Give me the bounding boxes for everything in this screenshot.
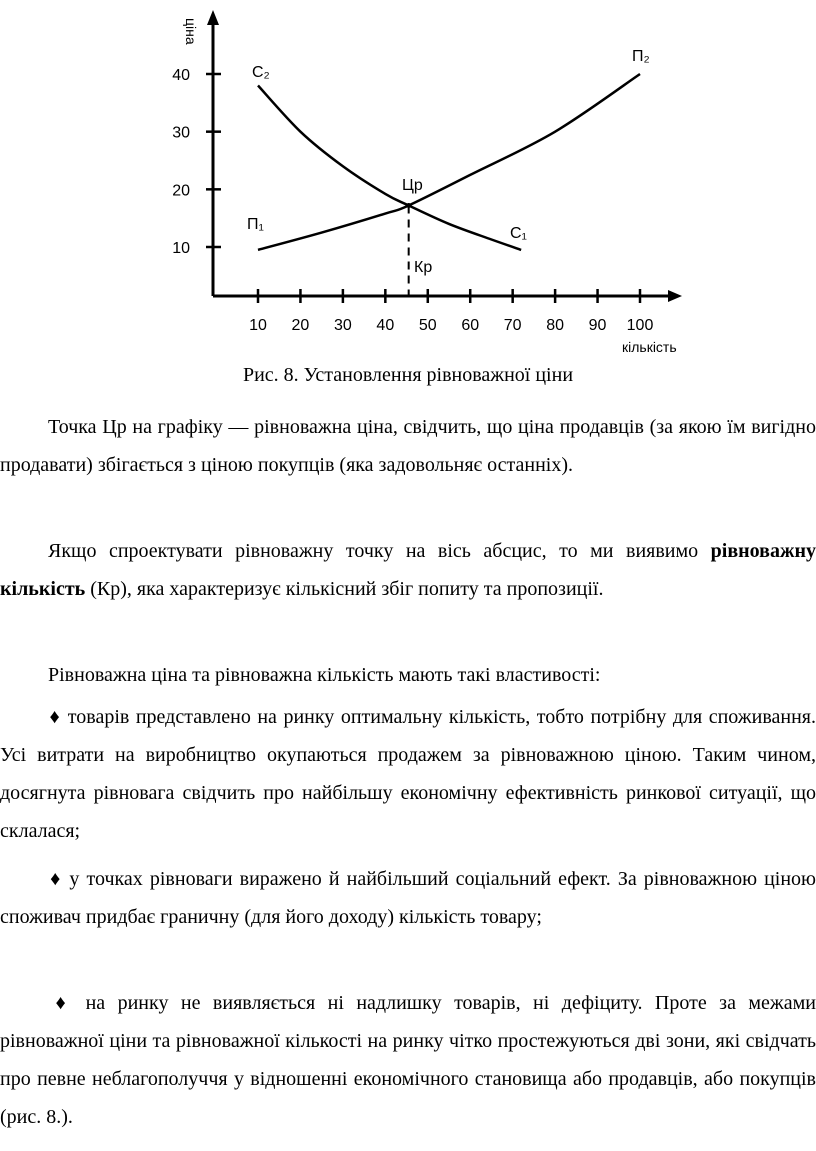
x-tick-label: 60 — [461, 317, 480, 334]
x-tick-label: 80 — [546, 317, 565, 334]
y-tick-label: 40 — [172, 67, 190, 84]
x-tick-label: 10 — [249, 317, 267, 334]
equilibrium-price-label: Цр — [402, 177, 423, 194]
chart-ticks — [172, 67, 653, 334]
x-axis-arrow — [668, 290, 682, 302]
y-axis-label: ціна — [183, 18, 199, 45]
x-tick-label: 40 — [376, 317, 395, 334]
equilibrium-quantity-label: Кр — [414, 259, 433, 276]
y-tick-label: 10 — [172, 240, 190, 257]
figure-caption: Рис. 8. Установлення рівноважної ціни — [242, 364, 574, 386]
x-tick-label: 70 — [503, 317, 522, 334]
x-tick-label: 30 — [333, 317, 352, 334]
x-tick-label: 50 — [418, 317, 437, 334]
supply-label-end: П₂ — [632, 48, 650, 65]
demand-label-start: С₂ — [252, 64, 270, 81]
demand-curve — [258, 86, 521, 250]
x-axis-label: кількість — [622, 339, 677, 355]
equilibrium-point — [406, 203, 411, 208]
x-tick-label: 100 — [626, 317, 654, 334]
paragraph-4: ♦ товарів представлено на ринку оптимальну кількість, тобто потрібну для споживання. Усі витрати на виробництво окупаються продажем за рівноважною ціною. Таким чином, досягнута рівновага свідчить про найбільшу економічну ефективність ринкової ситуації, що склалася; — [0, 706, 816, 842]
paragraph-6: ♦ на ринку не виявляється ні надлишку товарів, ні дефіциту. Проте за межами рівноважної ціни та рівноважної кількості на ринку чітко простежуються дві зони, які свідчать про певне неблагополуччя у відношенні економічного становища або продавців, або покупців (рис. 8.). — [0, 992, 816, 1128]
supply-demand-chart — [0, 0, 816, 360]
demand-label-end: С₁ — [510, 225, 527, 242]
chart-axes — [207, 10, 682, 302]
x-tick-label: 20 — [291, 317, 310, 334]
supply-label-start: П₁ — [247, 216, 264, 233]
chart-labels — [183, 18, 677, 355]
bold-term: рівноважну кількість — [0, 540, 816, 600]
paragraph-5: ♦ у точках рівноваги виражено й найбільший соціальний ефект. За рівноважною ціною споживач придбає граничну (для його доходу) кількість товару; — [0, 868, 816, 928]
paragraph-1: Точка Цр на графіку — рівноважна ціна, свідчить, що ціна продавців (за якою їм вигідно продавати) збігається з ціною покупців (яка задовольняє останніх). — [0, 416, 816, 476]
y-tick-label: 30 — [172, 124, 190, 142]
y-axis-arrow — [207, 10, 219, 25]
y-tick-label: 20 — [172, 182, 190, 200]
paragraph-3: Рівноважна ціна та рівноважна кількість мають такі властивості: — [48, 664, 601, 686]
chart-series — [258, 74, 640, 296]
x-tick-label: 90 — [588, 317, 607, 334]
paragraph-2: Якщо спроектувати рівноважну точку на вісь абсцис, то ми виявимо рівноважну кількість (Кр), яка характеризує кількісний збіг попиту та пропозиції. — [0, 540, 816, 600]
